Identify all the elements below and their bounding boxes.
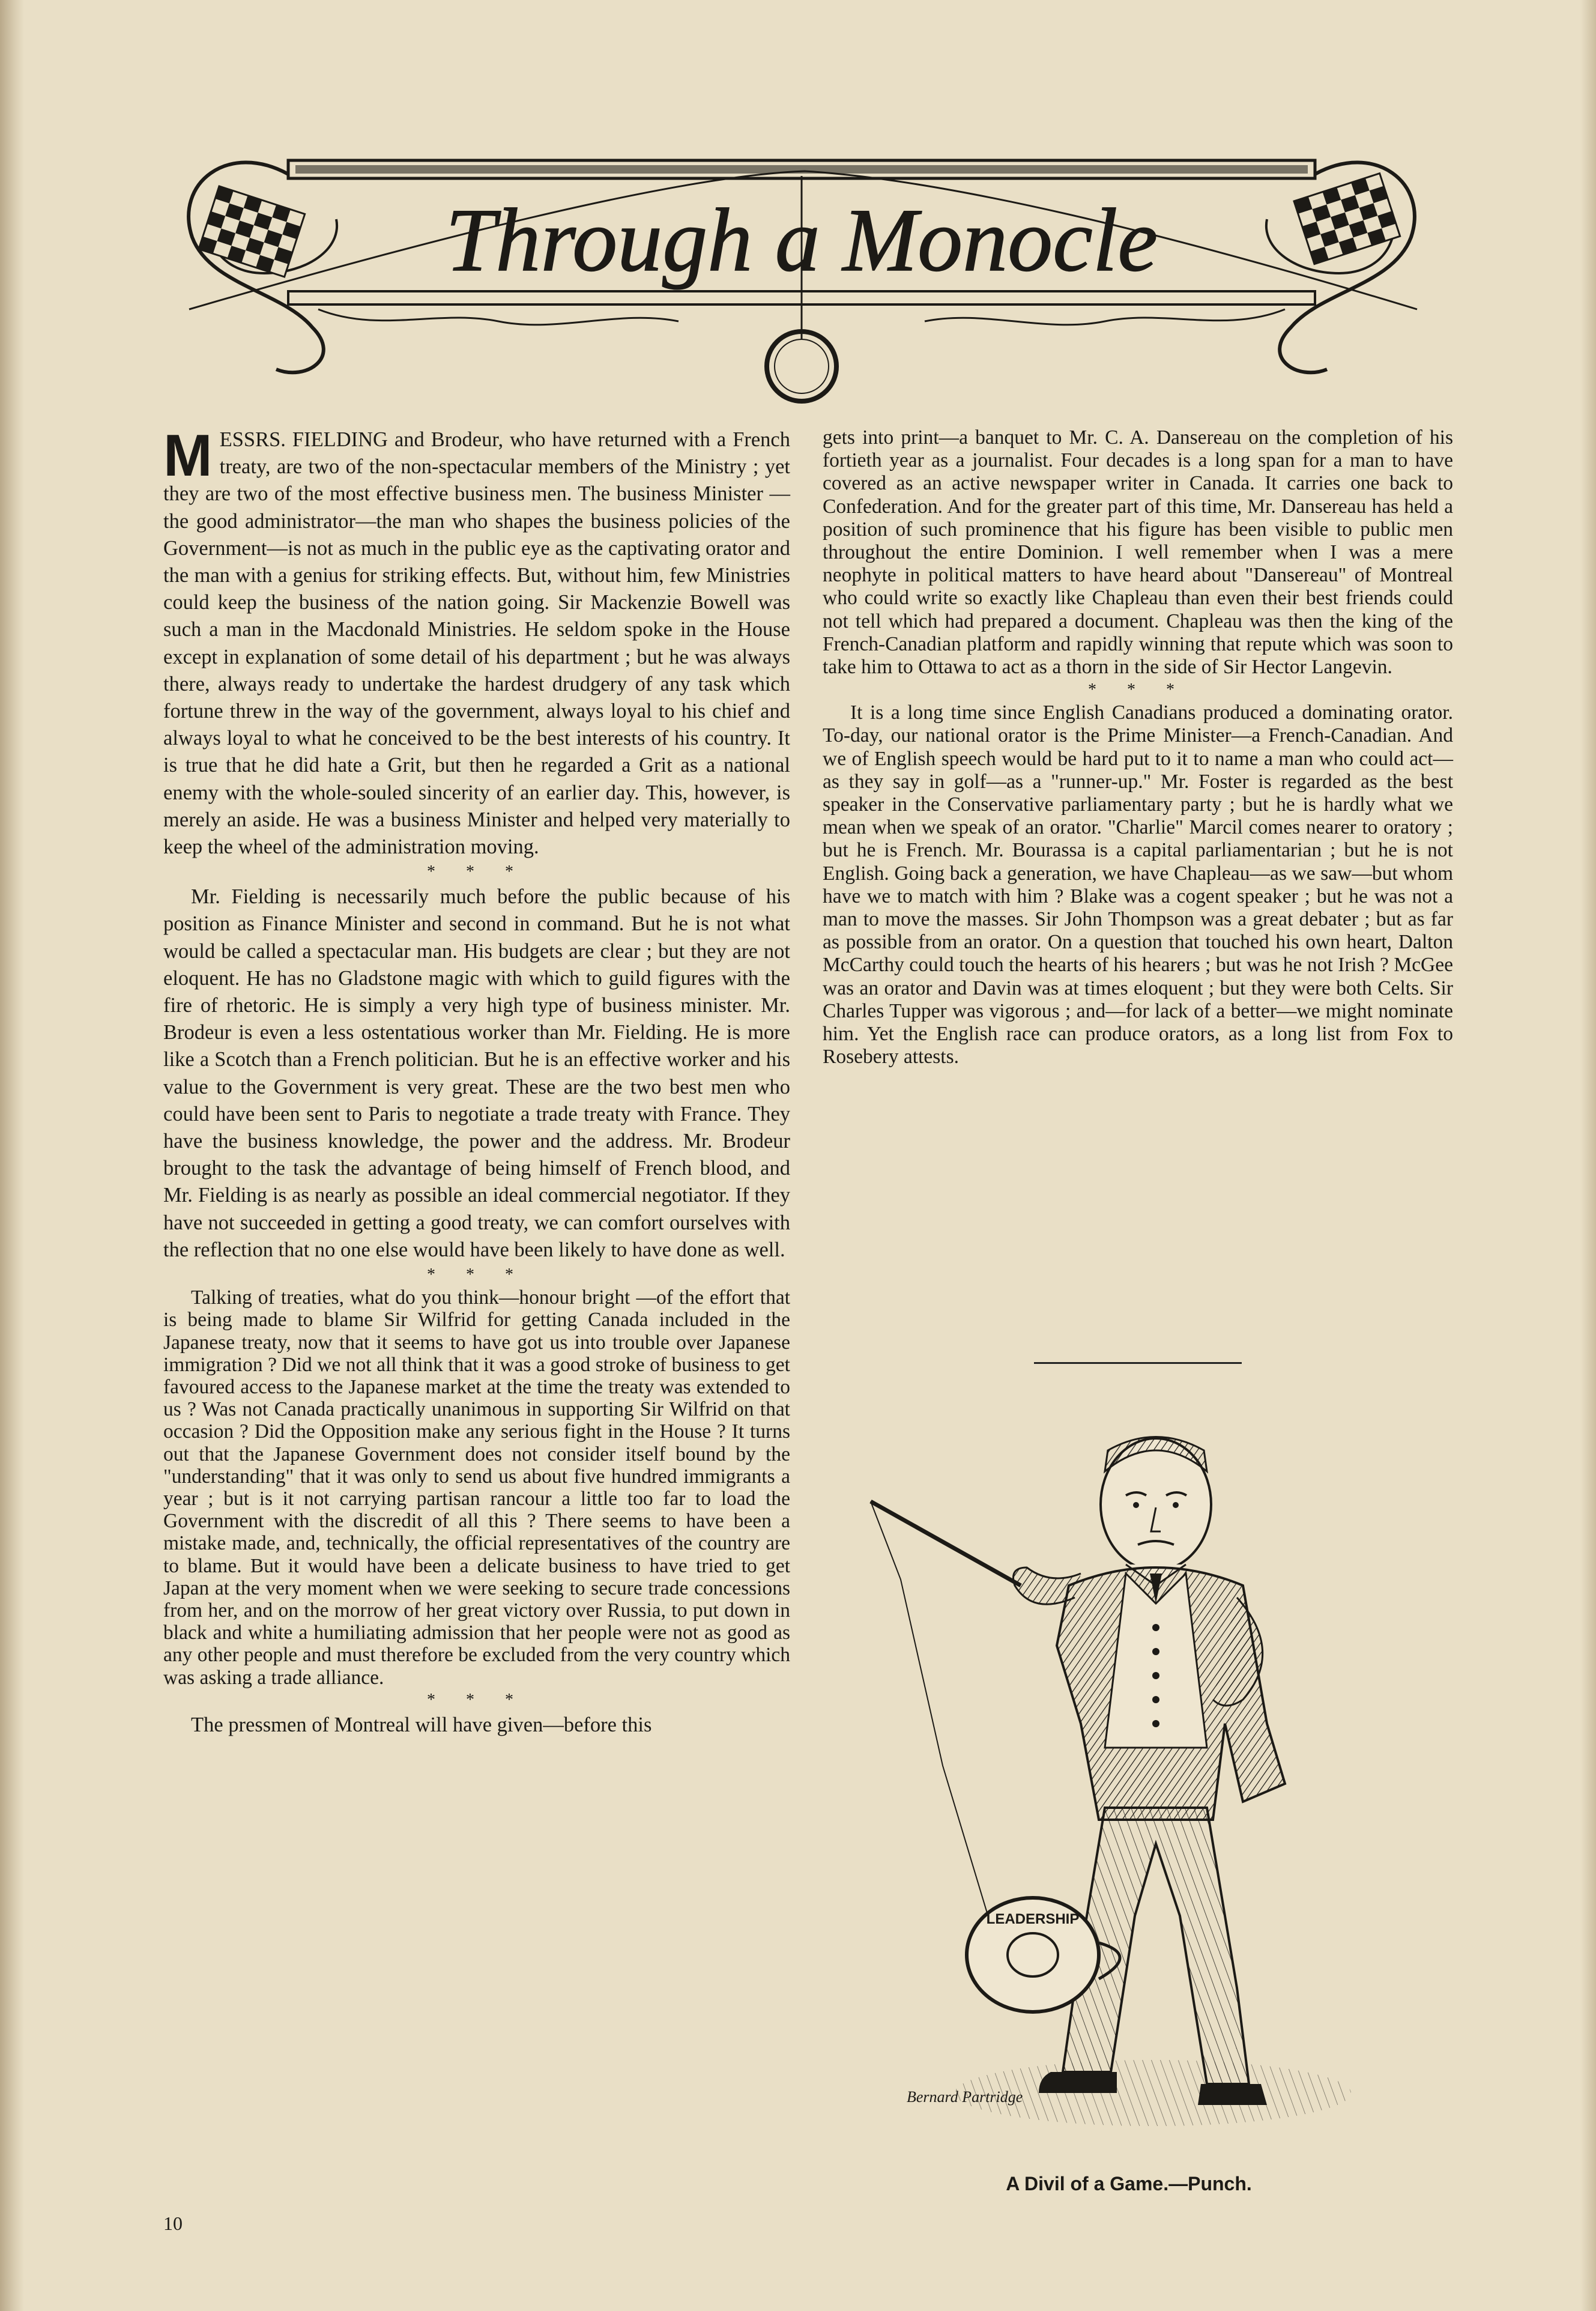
artist-signature: Bernard Partridge bbox=[907, 2088, 1023, 2106]
masthead-title: Through a Monocle bbox=[445, 190, 1158, 290]
article-paragraph: The pressmen of Montreal will have given—before this bbox=[191, 1713, 652, 1736]
masthead-ornament bbox=[162, 129, 1441, 411]
section-separator: * * * bbox=[427, 1690, 527, 1709]
masthead bbox=[162, 129, 1441, 411]
article-column-left bbox=[163, 422, 790, 1739]
cartoon-caption: A Divil of a Game.—Punch. bbox=[1006, 2173, 1252, 2194]
article-paragraph: It is a long time since English Canadians produced a dominating orator. To-day, our national orator is the Prime Minister—a French-Canadian. And we of English speech would be hard put to it to name a man who could act—as they say in golf—as a "runner-up." Mr. Foster is regarded as the best speaker in the Conservative parliamentary party ; but he is hardly what we mean when we speak of an orator. "Charlie" Marcil comes nearer to oratory ; but he is French. Mr. Bourassa is a capital parliamentarian ; but he is not English. Going back a generation, we have Chapleau—as we saw—but whom have we to match with him ? Blake was a cogent speaker ; but he was not a man to move the masses. Sir John Thompson was a great debater ; but as far as possible from an orator. On a question that touched his own heart, Dalton McCarthy could touch the hearts of his hearers ; but was he not Irish ? McGee was an orator and Davin was at times eloquent ; but they were both Celts. Sir Charles Tupper was vigorous ; and—for lack of a better—we might nominate him. Yet the English race can produce orators, as a long list from Fox to Rosebery attests. bbox=[823, 701, 1453, 1068]
article-paragraph: Talking of treaties, what do you think—honour bright —of the effort that is being made to blame Sir Wilfrid for getting Canada included in the Japanese treaty, now that it seems to have got us into trouble over Japanese immigration ? Did we not all think that it was a good stroke of business to get favoured access to the Japanese market at the time the treaty was extended to us ? Was not Canada practically unanimous in supporting Sir Wilfrid on that occasion ? Did the Opposition make any serious fight in the House ? It turns out that the Japanese Government does not consider itself bound by the "understanding" that it was only to send us about five hundred immigrants a year ; but is it not carrying partisan rancour a little too far to load the Government with the discredit of all this ? There seems to have been a mistake made, and, technically, the official representatives of the country are to blame. But it would have been a delicate business to have tried to get Japan at the very moment when we were seeking to secure trade concessions from her, and on the morrow of her great victory over Russia, to put down in black and white a humiliating admission that her people were not as good as any other people and must therefore be excluded from the very country which was asking a trade alliance. bbox=[163, 1286, 790, 1689]
cartoon-drawing bbox=[853, 1387, 1405, 2162]
section-separator: * * * bbox=[427, 1265, 527, 1285]
section-separator: * * * bbox=[1088, 680, 1188, 700]
cartoon-illustration bbox=[853, 1387, 1405, 2162]
article-paragraph-continued: gets into print—a banquet to Mr. C. A. Dansereau on the completion of his fortieth year as a journalist. Four decades is a long span for a man to have covered as an active newspaper writer in Canada. It carries one back to Confederation. And for the greater part of this time, Mr. Dansereau has held a position of such prominence that his figure has been visible to public men throughout the entire Dominion. I well remember when I was a mere neophyte in political matters to have heard about "Dansereau" of Montreal who could write so exactly like Chapleau than even their best friends could not tell which had prepared a document. Chapleau was then the king of the French-Canadian platform and rapidly winning that repute which was soon to take him to Ottawa to act as a thorn in the side of Sir Hector Langevin. bbox=[823, 426, 1453, 679]
page-binding-shadow bbox=[0, 0, 24, 2311]
divider-rule bbox=[1034, 1362, 1242, 1364]
article-paragraph: Mr. Fielding is necessarily much before the public because of his position as Finance Minister and second in command. But he is not what would be called a spectacular man. His budgets are clear ; but they are not eloquent. He has no Gladstone magic with which to guild figures with the fire of rhetoric. He is simply a very high type of business minister. Mr. Brodeur is even a less ostentatious worker than Mr. Fielding. He is more like a Scotch than a French politician. But he is an effective worker and his value to the Government is very great. These are the two best men who could have been sent to Paris to negotiate a trade treaty with France. They have the business knowledge, the power and the address. Mr. Brodeur brought to the task the advantage of being himself of French blood, and Mr. Fielding is as nearly as possible an ideal commercial negotiator. If they have not succeeded in getting a good treaty, we can comfort ourselves with the reflection that no one else would have been likely to have done as well. bbox=[163, 885, 790, 1261]
article-paragraph bbox=[163, 422, 790, 861]
paragraph-text: ESSRS. FIELDING and Brodeur, who have returned with a French treaty, are two of the non-spectacular members of the Ministry ; yet they are two of the most effective business men. The business Minister —the good administrator—the man who shapes the business policies of the Government—is not as much in the public eye as the captivating orator and the man with a genius for striking effects. But, without him, few Ministries could keep the business of the nation going. Sir Mackenzie Bowell was such a man in the Macdonald Ministries. He seldom spoke in the House except in explanation of some detail of his department ; but he was always there, always ready to undertake the hardest drudgery of any task which fortune threw in the way of the government, always loyal to his chief and always loyal to what he conceived to be the best interests of his country. It is true that he did hate a Grit, but then he regarded a Grit as a national enemy with the whole-souled sincerity of an earlier day. This, however, is merely an aside. He was a business Minister and helped very materially to keep the wheel of the administration moving. bbox=[163, 428, 790, 859]
article-column-right bbox=[823, 426, 1453, 1068]
section-separator: * * * bbox=[427, 862, 527, 882]
page-number: 10 bbox=[163, 2213, 183, 2234]
yoyo-label: LEADERSHIP bbox=[986, 1911, 1080, 1927]
drop-cap: M bbox=[163, 422, 213, 488]
page-edge-shadow bbox=[1580, 0, 1596, 2311]
